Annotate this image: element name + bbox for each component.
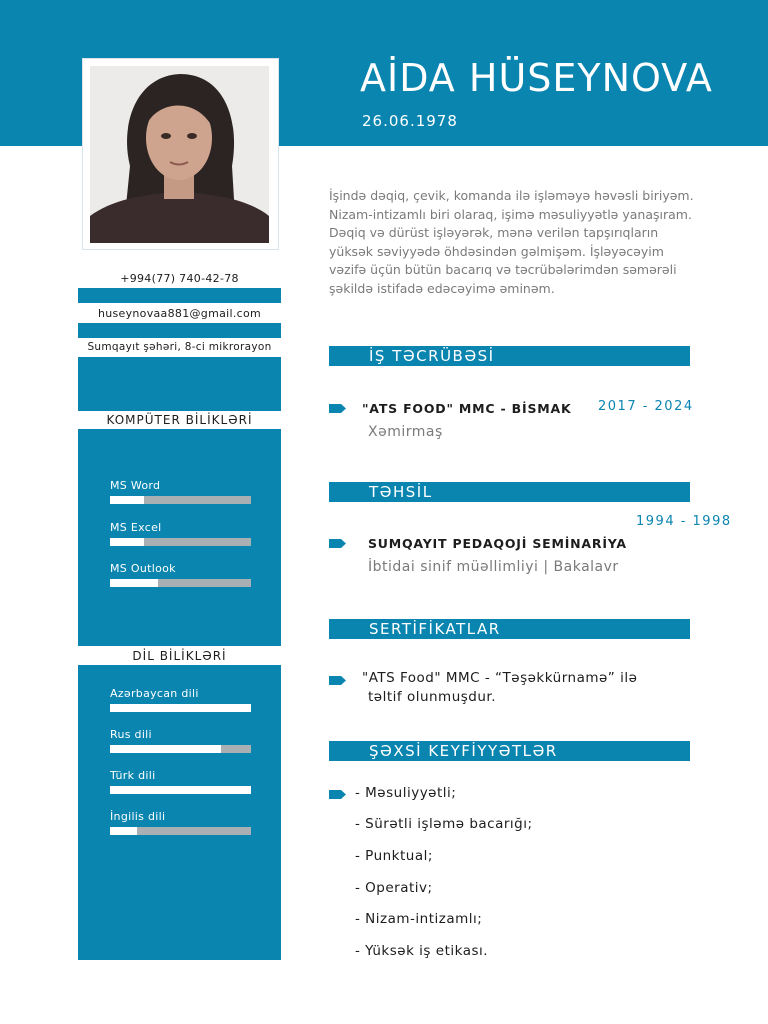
candidate-name: AİDA HÜSEYNOVA bbox=[360, 56, 713, 100]
qualities-section-bar bbox=[329, 741, 690, 761]
language-skill-label: Rus dili bbox=[110, 728, 152, 741]
arrow-bullet-icon bbox=[329, 676, 346, 685]
contact-address: Sumqayıt şəhəri, 8-ci mikrorayon bbox=[87, 341, 272, 353]
summary-line: Nizam-intizamlı biri olaraq, işimə məsuliyyətlə yanaşıram. bbox=[329, 206, 692, 222]
summary-line: şəkildə istifadə edəcəyimə əminəm. bbox=[329, 280, 555, 296]
language-skill-label: Azərbaycan dili bbox=[110, 687, 199, 700]
language-skill-bar bbox=[110, 827, 251, 835]
computer-skill-level-fill bbox=[110, 496, 144, 504]
education-heading: TƏHSİL bbox=[369, 483, 433, 501]
quality-item: - Operativ; bbox=[355, 880, 433, 896]
language-skills-heading: DİL BİLİKLƏRİ bbox=[132, 649, 227, 663]
experience-company: "ATS FOOD" MMC - BİSMAK bbox=[362, 401, 572, 416]
contact-email: huseynovaa881@gmail.com bbox=[97, 307, 262, 320]
portrait-illustration bbox=[90, 66, 269, 243]
language-skill-level-fill bbox=[110, 786, 251, 794]
experience-heading: İŞ TƏCRÜBƏSİ bbox=[369, 347, 495, 365]
summary-line: Dəqiq və dürüst işləyərək, mənə verilən tapşırıqların bbox=[329, 225, 659, 240]
summary-line: vəzifə üçün bütün bacarıq və təcrübələrimdən səmərəli bbox=[329, 262, 677, 277]
certificates-section-bar bbox=[329, 619, 690, 639]
computer-skill-label: MS Word bbox=[110, 479, 161, 492]
quality-item: - Punktual; bbox=[355, 848, 433, 864]
summary-line: yüksək səviyyədə öhdəsindən gəlmişəm. İşləyəcəyim bbox=[329, 243, 664, 259]
profile-photo bbox=[90, 66, 269, 243]
quality-item: - Nizam-intizamlı; bbox=[355, 911, 483, 927]
computer-skills-heading: KOMPÜTER BİLİKLƏRİ bbox=[106, 413, 253, 427]
arrow-bullet-icon bbox=[329, 404, 346, 413]
computer-skill-bar bbox=[110, 496, 251, 504]
quality-item: - Sürətli işləmə bacarığı; bbox=[355, 816, 533, 832]
computer-skill-bar bbox=[110, 579, 251, 587]
computer-skill-level-fill bbox=[110, 579, 158, 587]
computer-skill-level-fill bbox=[110, 538, 144, 546]
contact-phone: +994(77) 740-42-78 bbox=[120, 272, 239, 285]
birth-date: 26.06.1978 bbox=[362, 112, 458, 130]
language-skill-level-fill bbox=[110, 704, 251, 712]
arrow-bullet-icon bbox=[329, 790, 346, 799]
language-skill-label: İngilis dili bbox=[110, 810, 166, 823]
language-skill-bar bbox=[110, 704, 251, 712]
quality-item: - Yüksək iş etikası. bbox=[355, 943, 489, 959]
certificate-entry bbox=[362, 669, 682, 707]
language-skill-bar bbox=[110, 745, 251, 753]
computer-skill-label: MS Outlook bbox=[110, 562, 176, 575]
experience-dates: 2017 - 2024 bbox=[598, 399, 694, 414]
experience-section-bar bbox=[329, 346, 690, 366]
education-degree: İbtidai sinif müəllimliyi | Bakalavr bbox=[368, 559, 619, 575]
experience-position: Xəmirmaş bbox=[368, 424, 443, 440]
language-skill-level-fill bbox=[110, 745, 221, 753]
language-skill-level-fill bbox=[110, 827, 137, 835]
education-dates: 1994 - 1998 bbox=[636, 514, 732, 529]
language-skill-label: Türk dili bbox=[110, 769, 156, 782]
sidebar-block bbox=[78, 357, 281, 411]
certificates-heading: SERTİFİKATLAR bbox=[369, 620, 501, 638]
summary-line: İşində dəqiq, çevik, komanda ilə işləməyə həvəsli biriyəm. bbox=[329, 188, 694, 203]
computer-skill-bar bbox=[110, 538, 251, 546]
contact-divider bbox=[78, 323, 281, 338]
education-school: SUMQAYIT PEDAQOJİ SEMİNARİYA bbox=[368, 536, 627, 551]
computer-skill-label: MS Excel bbox=[110, 520, 162, 534]
education-section-bar bbox=[329, 482, 690, 502]
contact-divider bbox=[78, 288, 281, 303]
certificate-line: təltif olunmuşdur. bbox=[368, 689, 497, 705]
certificate-line: "ATS Food" MMC - “Təşəkkürnamə” ilə bbox=[362, 670, 638, 686]
language-skill-bar bbox=[110, 786, 251, 794]
qualities-heading: ŞƏXSİ KEYFİYYƏTLƏR bbox=[369, 742, 558, 760]
profile-summary bbox=[329, 187, 729, 298]
quality-item: - Məsuliyyətli; bbox=[355, 785, 457, 801]
arrow-bullet-icon bbox=[329, 539, 346, 548]
